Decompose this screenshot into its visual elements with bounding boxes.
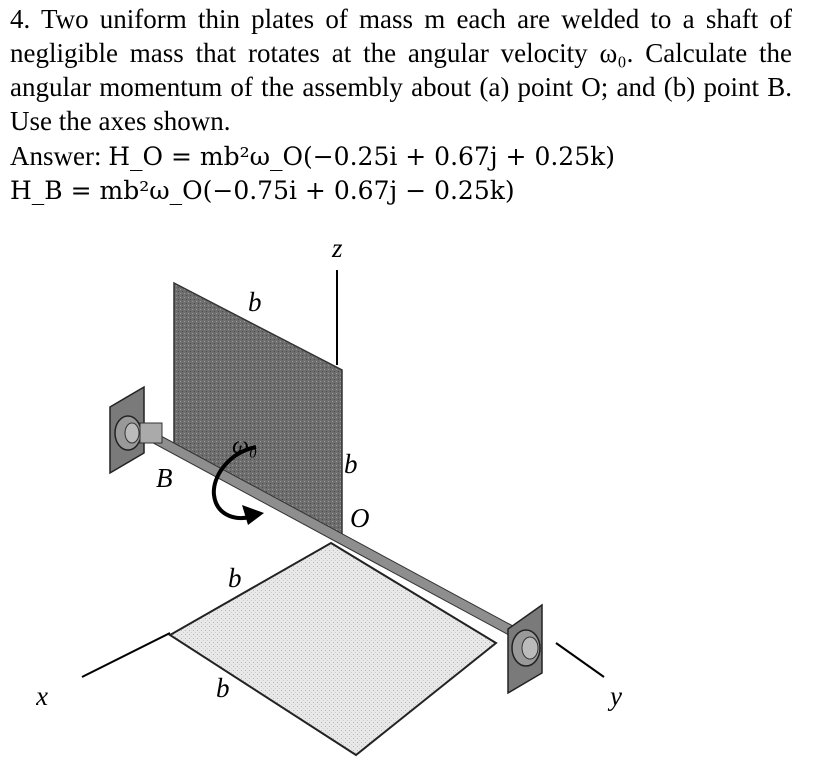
- label-B: B: [156, 463, 173, 493]
- x-axis: [82, 633, 170, 677]
- problem-statement: [10, 2, 792, 138]
- label-b-vertical-side: b: [344, 449, 358, 479]
- assembly-figure: [36, 225, 648, 757]
- label-x: x: [36, 681, 48, 711]
- left-bearing: [110, 387, 162, 473]
- answer-prefix: Answer:: [10, 141, 102, 171]
- answer-line-1: [10, 139, 615, 174]
- horizontal-plate: [170, 543, 496, 755]
- right-bearing: [508, 605, 542, 693]
- assembly-diagram: [36, 225, 648, 757]
- y-axis: [556, 643, 604, 677]
- label-b-vertical-top: b: [248, 287, 262, 317]
- problem-text: 4. Two uniform thin plates of mass m each are welded to a shaft of negligible mass that rotates at the angular velocity ω₀. Calculate the angular momentum of the assembly about (a) point O; and (b) point B. Use the axes shown.: [10, 4, 792, 136]
- vertical-plate: [174, 283, 342, 540]
- answer-H-O: H_O = mb²ω_O(−0.25i + 0.67j + 0.25k): [108, 142, 616, 171]
- label-omega: ω₀: [232, 433, 258, 459]
- label-z: z: [332, 233, 343, 263]
- label-b-horizontal-top: b: [228, 563, 242, 593]
- label-b-horizontal-bottom: b: [216, 673, 230, 703]
- answer-H-B: H_B = mb²ω_O(−0.75i + 0.67j − 0.25k): [10, 176, 515, 205]
- label-y: y: [610, 681, 622, 711]
- rotation-arrowhead: [242, 505, 264, 525]
- label-O: O: [350, 503, 370, 533]
- answer-line-2: [10, 173, 515, 208]
